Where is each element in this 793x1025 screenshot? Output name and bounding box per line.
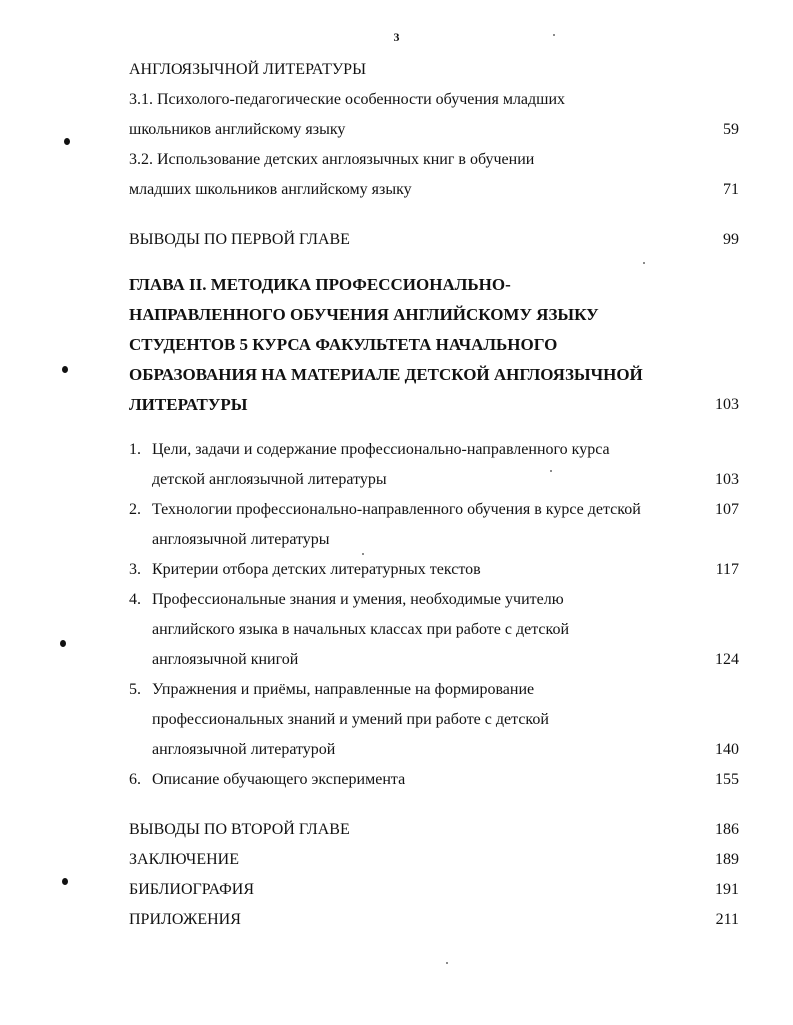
toc-entry-3-2-line1 [129, 150, 739, 170]
toc-page-number: 71 [723, 181, 739, 198]
chapter-heading-text: НАПРАВЛЕННОГО ОБУЧЕНИЯ АНГЛИЙСКОМУ ЯЗЫКУ [129, 305, 599, 324]
toc-item-4-cont1 [152, 620, 739, 640]
toc-entry-label: Технологии профессионально-направленного обучения в курсе детской [152, 501, 641, 518]
toc-chapter-2-line2 [129, 305, 739, 325]
scan-speck [362, 553, 364, 555]
binding-hole-mark [64, 138, 70, 145]
toc-page-number: 191 [715, 881, 739, 898]
toc-page-number: 124 [715, 651, 739, 668]
toc-chapter-2-line4 [129, 365, 739, 385]
toc-chapter-2-line3 [129, 335, 739, 355]
toc-conclusions-chapter-1 [129, 230, 739, 250]
toc-entry-label: 3.1. Психолого-педагогические особенности обучения младших [129, 91, 566, 108]
toc-item-number: 1. [129, 441, 141, 458]
toc-bibliography [129, 880, 739, 900]
toc-page-number: 140 [715, 741, 739, 758]
binding-hole-mark [60, 640, 66, 647]
toc-entry-label: школьников английскому языку [129, 121, 346, 138]
toc-page-number: 103 [715, 471, 739, 488]
toc-item-2-cont [152, 530, 739, 550]
toc-page-number: 117 [715, 561, 739, 578]
binding-hole-mark [62, 878, 68, 885]
toc-item-number: 2. [129, 501, 141, 518]
scan-speck [446, 962, 448, 964]
toc-entry-label: англоязычной литературы [152, 531, 330, 548]
scan-speck [553, 34, 555, 36]
toc-page-number: 155 [715, 771, 739, 788]
toc-item-4-cont2 [152, 650, 739, 670]
toc-item-number: 4. [129, 591, 141, 608]
toc-section-tail [129, 60, 739, 80]
toc-item-1-cont [152, 470, 739, 490]
toc-entry-label: Критерии отбора детских литературных текстов [152, 561, 481, 578]
toc-page-number: 103 [715, 396, 739, 413]
toc-entry-label: 3.2. Использование детских англоязычных книг в обучении [129, 151, 535, 168]
toc-entry-label: Цели, задачи и содержание профессионально-направленного курса [152, 441, 610, 458]
toc-conclusions-chapter-2 [129, 820, 739, 840]
toc-entry-label: англоязычной литературой [152, 741, 336, 758]
toc-appendices [129, 910, 739, 930]
toc-chapter-2-line1 [129, 275, 739, 295]
toc-entry-label: ЗАКЛЮЧЕНИЕ [129, 851, 239, 868]
chapter-heading-text: ГЛАВА II. МЕТОДИКА ПРОФЕССИОНАЛЬНО- [129, 275, 511, 294]
binding-hole-mark [62, 366, 68, 373]
chapter-heading-text: СТУДЕНТОВ 5 КУРСА ФАКУЛЬТЕТА НАЧАЛЬНОГО [129, 335, 558, 354]
toc-entry-label: Профессиональные знания и умения, необходимые учителю [152, 591, 564, 608]
toc-entry-label: Упражнения и приёмы, направленные на формирование [152, 681, 535, 698]
toc-page-number: 107 [715, 501, 739, 518]
toc-entry-label: ВЫВОДЫ ПО ВТОРОЙ ГЛАВЕ [129, 821, 350, 838]
toc-item-5-cont1 [152, 710, 739, 730]
toc-page-number: 186 [715, 821, 739, 838]
toc-item-5-cont2 [152, 740, 739, 760]
toc-entry-label: детской англоязычной литературы [152, 471, 387, 488]
toc-entry-label: профессиональных знаний и умений при работе с детской [152, 711, 549, 728]
toc-entry-3-1-line2 [129, 120, 739, 140]
scan-speck [643, 262, 645, 264]
toc-entry-label: ВЫВОДЫ ПО ПЕРВОЙ ГЛАВЕ [129, 231, 350, 248]
chapter-heading-text: ЛИТЕРАТУРЫ [129, 395, 248, 414]
toc-entry-label: ПРИЛОЖЕНИЯ [129, 911, 241, 928]
toc-entry-label: Описание обучающего эксперимента [152, 771, 406, 788]
toc-entry-label: младших школьников английскому языку [129, 181, 412, 198]
toc-entry-3-1-line1 [129, 90, 739, 110]
toc-item-number: 6. [129, 771, 141, 788]
toc-item-number: 3. [129, 561, 141, 578]
toc-entry-3-2-line2 [129, 180, 739, 200]
toc-chapter-2-line5 [129, 395, 739, 415]
chapter-heading-text: ОБРАЗОВАНИЯ НА МАТЕРИАЛЕ ДЕТСКОЙ АНГЛОЯЗЫЧНОЙ [129, 365, 643, 384]
toc-page-number: 189 [715, 851, 739, 868]
toc-conclusion [129, 850, 739, 870]
toc-entry-label: англоязычной книгой [152, 651, 299, 668]
page-number: 3 [393, 30, 400, 44]
toc-page-number: 59 [723, 121, 739, 138]
toc-page-number: 99 [723, 231, 739, 248]
toc-item-number: 5. [129, 681, 141, 698]
toc-page-number: 211 [715, 911, 739, 928]
toc-entry-label: английского языка в начальных классах при работе с детской [152, 621, 570, 638]
toc-entry-label: АНГЛОЯЗЫЧНОЙ ЛИТЕРАТУРЫ [129, 61, 367, 78]
toc-entry-label: БИБЛИОГРАФИЯ [129, 881, 255, 898]
